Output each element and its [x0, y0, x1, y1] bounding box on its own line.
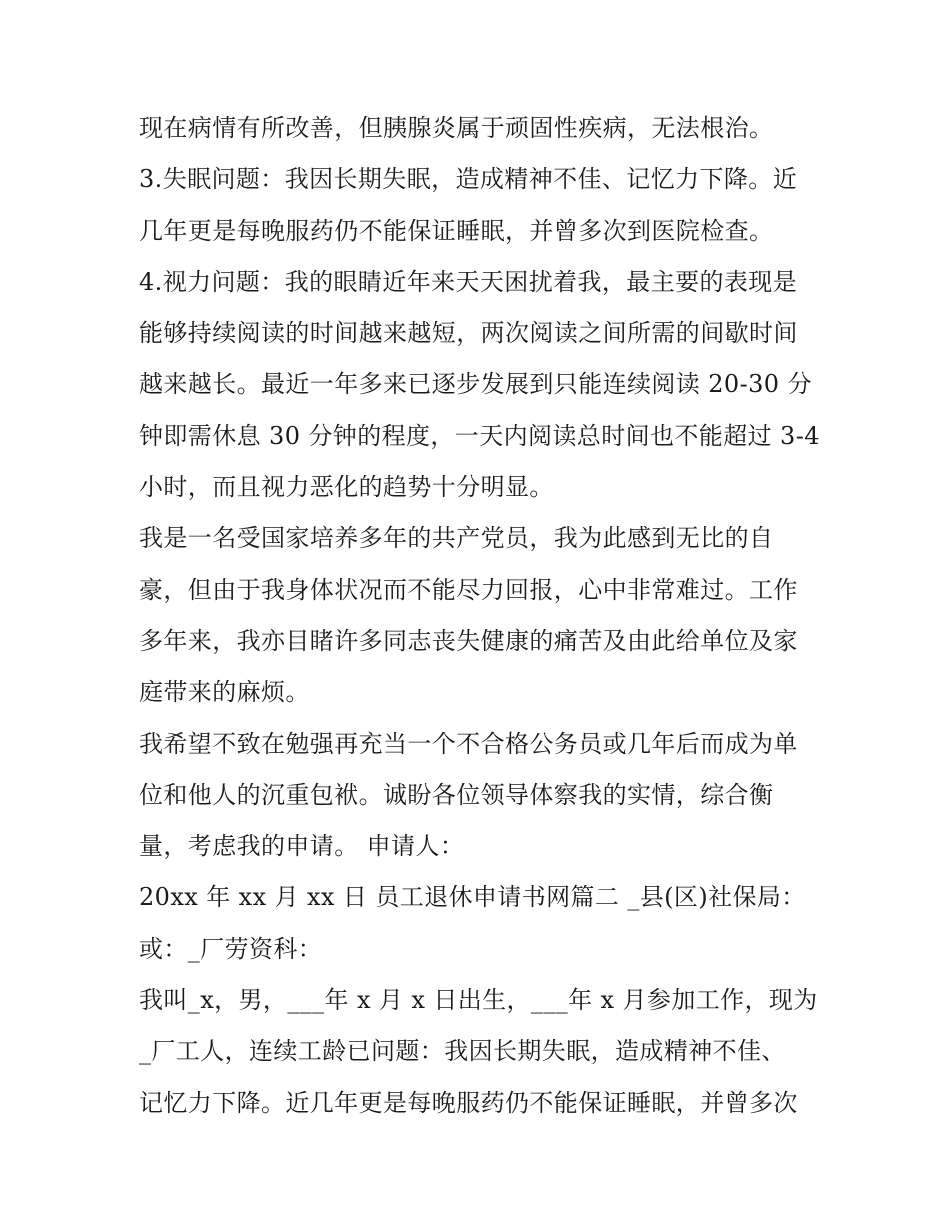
text-line: 位和他人的沉重包袱。诚盼各位领导体察我的实情，综合衡 [139, 780, 774, 809]
text-line: 越来越长。最近一年多来已逐步发展到只能连续阅读 20-30 分 [139, 370, 812, 399]
text-line: 小时，而且视力恶化的趋势十分明显。 [139, 473, 554, 502]
text-line: 或：_厂劳资科： [139, 934, 323, 963]
text-line: 现在病情有所改善，但胰腺炎属于顽固性疾病，无法根治。 [139, 114, 774, 142]
text-line: 能够持续阅读的时间越来越短，两次阅读之间所需的间歇时间 [139, 319, 798, 348]
text-line: _厂工人，连续工龄已问题：我因长期失眠，造成精神不佳、 [139, 1037, 786, 1066]
text-line: 庭带来的麻烦。 [139, 678, 310, 707]
text-line: 量，考虑我的申请。 申请人： [139, 832, 465, 861]
text-line: 我叫_x，男，___年 x 月 x 日出生，___年 x 月参加工作，现为 [139, 986, 818, 1015]
text-line: 钟即需休息 30 分钟的程度，一天内阅读总时间也不能超过 3-4 [139, 421, 820, 450]
text-line: 我希望不致在勉强再充当一个不合格公务员或几年后而成为单 [139, 729, 798, 758]
text-line: 记忆力下降。近几年更是每晚服药仍不能保证睡眠，并曾多次 [139, 1088, 798, 1117]
text-line: 20xx 年 xx 月 xx 日 员工退休申请书网篇二 _县(区)社保局： [139, 883, 806, 912]
text-line: 几年更是每晚服药仍不能保证睡眠，并曾多次到医院检查。 [139, 216, 774, 245]
document-body [139, 103, 820, 1129]
text-line: 我是一名受国家培养多年的共产党员，我为此感到无比的自 [139, 524, 774, 553]
text-line: 豪，但由于我身体状况而不能尽力回报，心中非常难过。工作 [139, 575, 798, 604]
text-line: 多年来，我亦目睹许多同志丧失健康的痛苦及由此给单位及家 [139, 626, 798, 655]
text-line: 4.视力问题：我的眼睛近年来天天困扰着我，最主要的表现是 [139, 267, 798, 296]
text-line: 3.失眠问题：我因长期失眠，造成精神不佳、记忆力下降。近 [139, 165, 798, 194]
